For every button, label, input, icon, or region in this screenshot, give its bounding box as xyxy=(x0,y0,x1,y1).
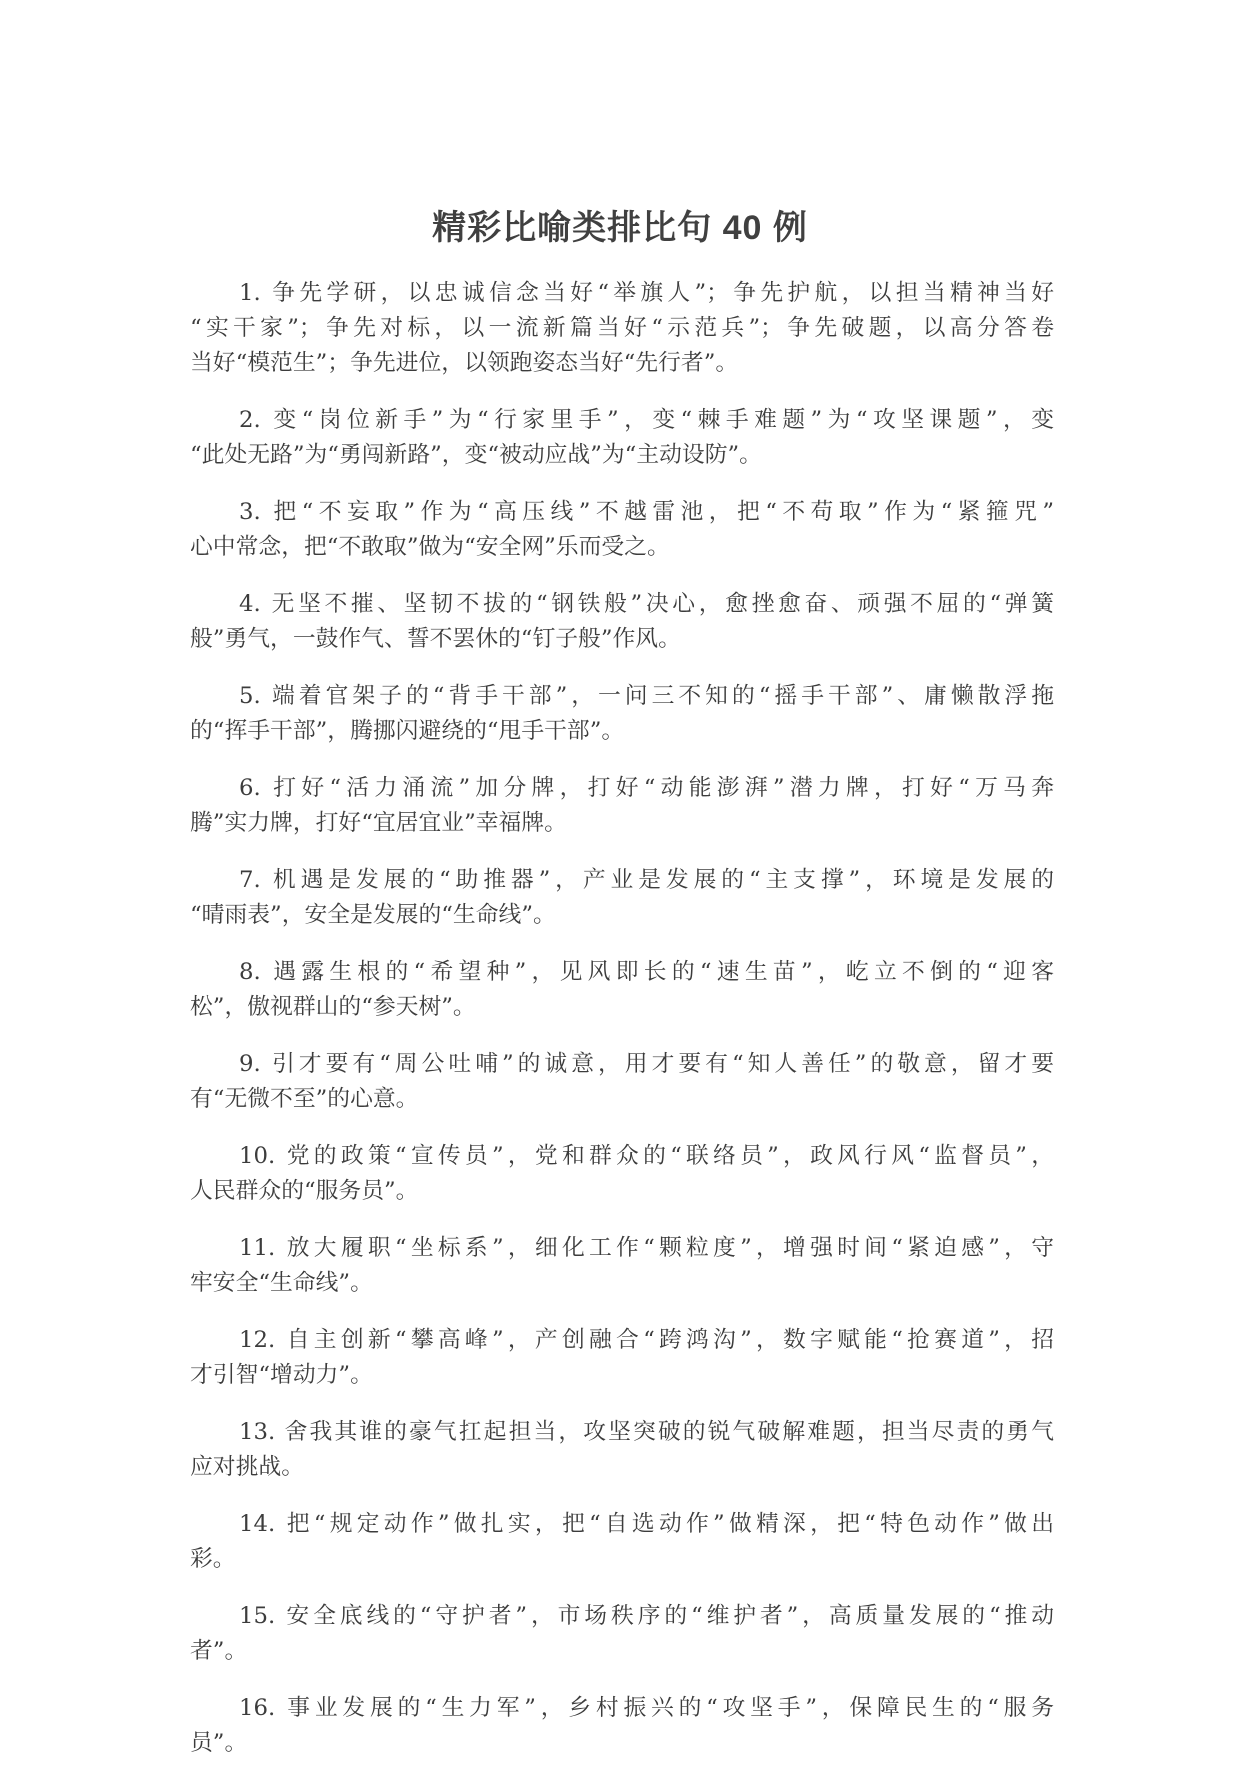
paragraph-line: 有“无微不至”的心意。 xyxy=(190,1086,419,1112)
paragraph-line: 松”，傲视群山的“参天树”。 xyxy=(190,994,476,1020)
paragraph-item xyxy=(190,1139,1054,1209)
paragraph-line: 12. 自主创新“攀高峰”，产创融合“跨鸿沟”，数字赋能“抢赛道”，招 xyxy=(239,1327,1054,1353)
paragraph-line: 员”。 xyxy=(190,1730,248,1756)
paragraph-line: 14. 把“规定动作”做扎实，把“自选动作”做精深，把“特色动作”做出 xyxy=(239,1511,1054,1537)
paragraph-item xyxy=(190,403,1054,473)
paragraph-item xyxy=(190,955,1054,1025)
paragraph-line: 16. 事业发展的“生力军”，乡村振兴的“攻坚手”，保障民生的“服务 xyxy=(239,1695,1054,1721)
paragraph-line: 5. 端着官架子的“背手干部”，一问三不知的“摇手干部”、庸懒散浮拖 xyxy=(239,683,1054,709)
paragraph-item xyxy=(190,771,1054,841)
paragraph-line: 般”勇气，一鼓作气、誓不罢休的“钉子般”作风。 xyxy=(190,626,681,652)
paragraph-item xyxy=(190,1507,1054,1577)
paragraph-line: 2. 变“岗位新手”为“行家里手”，变“棘手难题”为“攻坚课题”，变 xyxy=(239,407,1054,433)
paragraph-line: 9. 引才要有“周公吐哺”的诚意，用才要有“知人善任”的敬意，留才要 xyxy=(239,1051,1054,1077)
paragraph-line: 13. 舍我其谁的豪气扛起担当，攻坚突破的锐气破解难题，担当尽责的勇气 xyxy=(239,1419,1054,1445)
paragraph-line: 7. 机遇是发展的“助推器”，产业是发展的“主支撑”，环境是发展的 xyxy=(239,867,1054,893)
paragraph-line: 11. 放大履职“坐标系”，细化工作“颗粒度”，增强时间“紧迫感”，守 xyxy=(239,1235,1054,1261)
paragraph-item xyxy=(190,587,1054,657)
paragraph-item xyxy=(190,1231,1054,1301)
paragraph-line: 才引智“增动力”。 xyxy=(190,1362,373,1388)
paragraph-line: 的“挥手干部”，腾挪闪避绕的“甩手干部”。 xyxy=(190,718,625,744)
paragraph-line: 牢安全“生命线”。 xyxy=(190,1270,373,1296)
paragraph-line: 当好“模范生”；争先进位，以领跑姿态当好“先行者”。 xyxy=(190,350,739,376)
paragraph-item xyxy=(190,1323,1054,1393)
paragraph-item xyxy=(190,1047,1054,1117)
paragraph-line: 15. 安全底线的“守护者”，市场秩序的“维护者”，高质量发展的“推动 xyxy=(239,1603,1054,1629)
paragraph-line: 1. 争先学研，以忠诚信念当好“举旗人”；争先护航，以担当精神当好 xyxy=(239,280,1054,306)
paragraph-line: “此处无路”为“勇闯新路”，变“被动应战”为“主动设防”。 xyxy=(190,442,762,468)
paragraph-line: 6. 打好“活力涌流”加分牌，打好“动能澎湃”潜力牌，打好“万马奔 xyxy=(239,775,1054,801)
paragraph-item xyxy=(190,276,1054,381)
paragraph-line: 人民群众的“服务员”。 xyxy=(190,1178,419,1204)
paragraph-item xyxy=(190,1415,1054,1485)
paragraph-line: 10. 党的政策“宣传员”，党和群众的“联络员”，政风行风“监督员”， xyxy=(239,1143,1054,1169)
paragraph-item xyxy=(190,495,1054,565)
paragraph-line: 者”。 xyxy=(190,1638,248,1664)
paragraph-line: 4. 无坚不摧、坚韧不拔的“钢铁般”决心，愈挫愈奋、顽强不屈的“弹簧 xyxy=(239,591,1054,617)
paragraph-line: “实干家”；争先对标，以一流新篇当好“示范兵”；争先破题，以高分答卷 xyxy=(190,315,1054,341)
paragraph-line: 心中常念，把“不敢取”做为“安全网”乐而受之。 xyxy=(190,534,670,560)
paragraph-item xyxy=(190,679,1054,749)
paragraph-item xyxy=(190,1599,1054,1669)
paragraph-item xyxy=(190,863,1054,933)
paragraph-line: “晴雨表”，安全是发展的“生命线”。 xyxy=(190,902,556,928)
paragraph-line: 3. 把“不妄取”作为“高压线”不越雷池，把“不苟取”作为“紧箍咒” xyxy=(239,499,1054,525)
paragraph-line: 8. 遇露生根的“希望种”，见风即长的“速生苗”，屹立不倒的“迎客 xyxy=(239,959,1054,985)
paragraph-line: 彩。 xyxy=(190,1546,236,1572)
document-title: 精彩比喻类排比句 40 例 xyxy=(432,209,808,247)
document-body xyxy=(190,276,1054,1783)
paragraph-line: 应对挑战。 xyxy=(190,1454,304,1480)
paragraph-line: 腾”实力牌，打好“宜居宜业”幸福牌。 xyxy=(190,810,567,836)
paragraph-item xyxy=(190,1691,1054,1761)
